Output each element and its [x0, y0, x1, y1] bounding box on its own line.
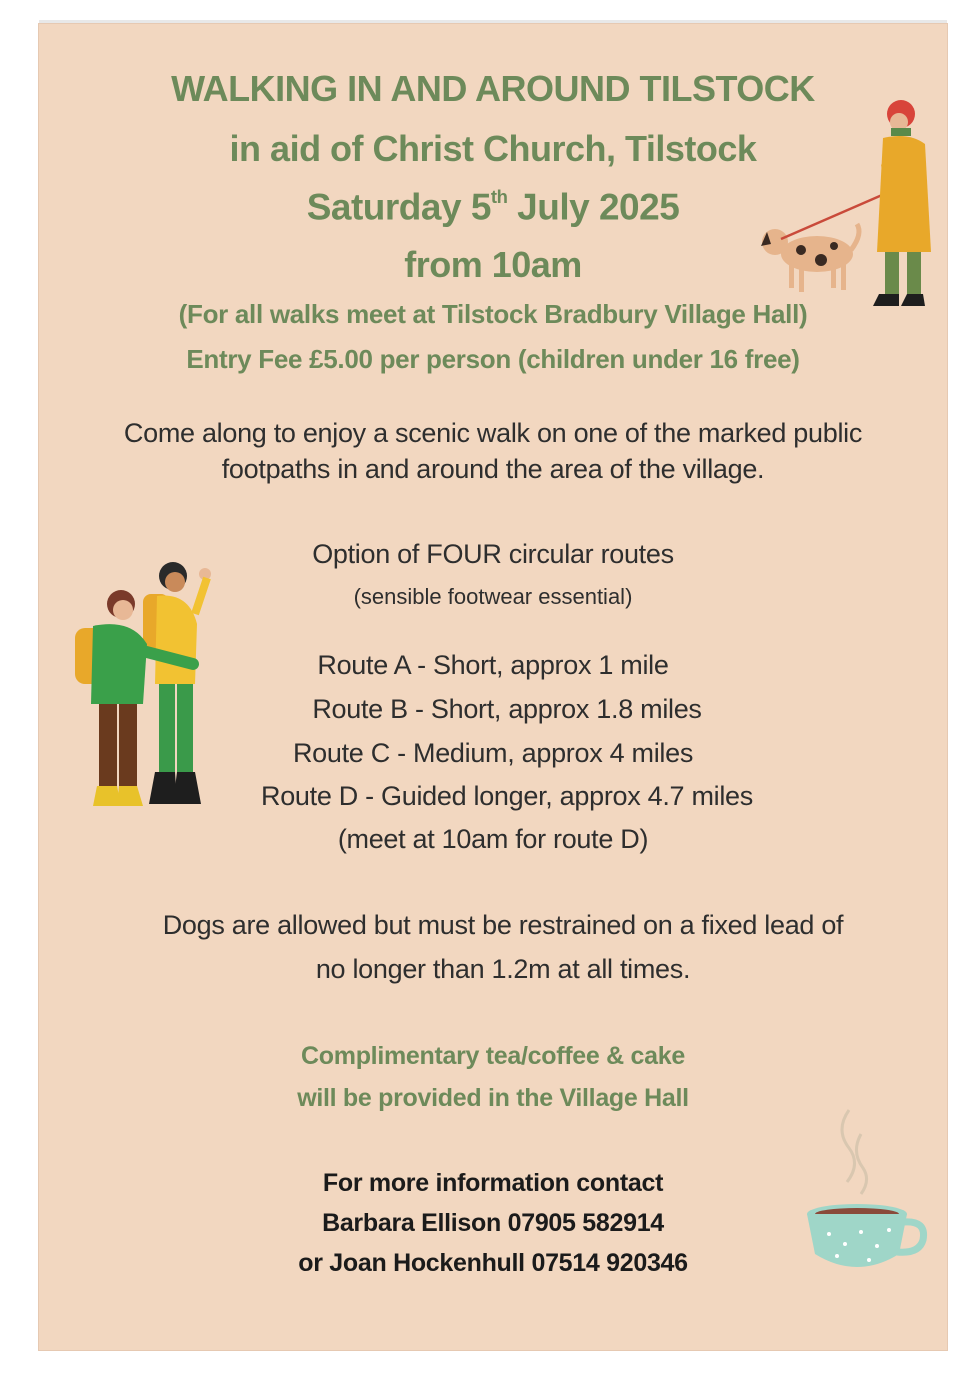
- refreshments-line-1: Complimentary tea/coffee & cake: [301, 1042, 685, 1070]
- route-a: Route A - Short, approx 1 mile: [317, 650, 669, 680]
- route-b: Route B - Short, approx 1.8 miles: [312, 694, 702, 724]
- date-ordinal: th: [490, 186, 508, 207]
- routes-footwear-note: (sensible footwear essential): [353, 584, 633, 609]
- dogs-line-2: no longer than 1.2m at all times.: [315, 954, 691, 984]
- poster: [39, 24, 947, 1350]
- date-rest: July 2025: [507, 186, 680, 228]
- routes-heading: Option of FOUR circular routes: [312, 539, 674, 569]
- intro-line-1: Come along to enjoy a scenic walk on one of the marked public: [123, 418, 863, 448]
- contact-heading: For more information contact: [322, 1169, 664, 1197]
- refreshments-line-2: will be provided in the Village Hall: [297, 1084, 689, 1112]
- dogs-line-1: Dogs are allowed but must be restrained on a fixed lead of: [162, 910, 844, 940]
- hikers-with-backpacks-icon: [69, 554, 229, 824]
- route-d-note: (meet at 10am for route D): [337, 824, 649, 854]
- route-c: Route C - Medium, approx 4 miles: [292, 738, 694, 768]
- poster-title: WALKING IN AND AROUND TILSTOCK: [171, 68, 815, 109]
- contact-person-1: Barbara Ellison 07905 582914: [322, 1209, 664, 1237]
- steaming-cup-icon: [799, 1104, 929, 1284]
- event-time: from 10am: [404, 244, 582, 285]
- contact-person-2: or Joan Hockenhull 07514 920346: [298, 1249, 688, 1277]
- intro-line-2: footpaths in and around the area of the village.: [221, 454, 765, 484]
- route-d: Route D - Guided longer, approx 4.7 miles: [261, 781, 753, 811]
- date-prefix: Saturday 5: [306, 186, 491, 228]
- entry-fee: Entry Fee £5.00 per person (children under 16 free): [186, 344, 800, 374]
- meeting-point: (For all walks meet at Tilstock Bradbury Village Hall): [178, 299, 808, 329]
- poster-subtitle: in aid of Christ Church, Tilstock: [229, 128, 757, 169]
- woman-walking-dog-icon: [739, 74, 939, 314]
